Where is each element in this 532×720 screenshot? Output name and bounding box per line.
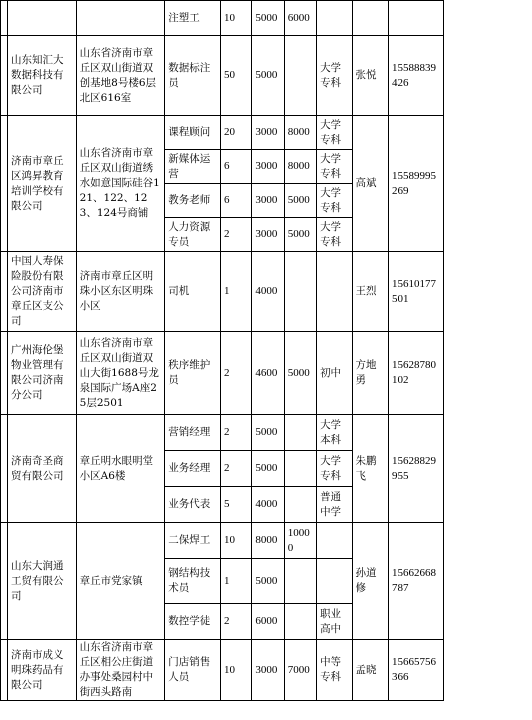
contact-cell <box>352 1 388 36</box>
wage-min-cell: 3000 <box>252 640 284 701</box>
wage-max-cell <box>284 487 316 523</box>
wage-max-cell <box>284 415 316 451</box>
company-cell: 广州海伦堡物业管理有限公司济南分公司 <box>8 332 77 415</box>
education-cell: 大学专科 <box>317 184 352 218</box>
wage-max-cell: 5000 <box>284 332 316 415</box>
education-cell <box>317 523 352 559</box>
wage-min-cell: 8000 <box>252 523 284 559</box>
position-title-cell: 司机 <box>165 252 221 332</box>
position-title-cell: 数据标注员 <box>165 36 221 116</box>
address-cell: 山东省济南市章丘区双山街道双创基地8号楼6层北区616室 <box>76 36 165 116</box>
position-title-cell: 门店销售人员 <box>165 640 221 701</box>
table-row <box>1 332 532 415</box>
headcount-cell: 2 <box>221 218 252 252</box>
wage-min-cell: 5000 <box>252 1 284 36</box>
margin-cell <box>1 116 8 252</box>
wage-min-cell: 6000 <box>252 604 284 640</box>
margin-cell <box>1 640 8 701</box>
education-cell: 大学专科 <box>317 36 352 116</box>
wage-min-cell: 3000 <box>252 218 284 252</box>
company-cell: 山东大润通工贸有限公司 <box>8 523 77 640</box>
company-cell <box>8 1 77 36</box>
phone-cell: 15628829955 <box>388 415 443 523</box>
table-row <box>1 252 532 332</box>
position-title-cell: 业务经理 <box>165 451 221 487</box>
education-cell: 普通中学 <box>317 487 352 523</box>
education-cell: 大学专科 <box>317 150 352 184</box>
company-cell: 山东知汇大数据科技有限公司 <box>8 36 77 116</box>
wage-max-cell <box>284 451 316 487</box>
headcount-cell: 1 <box>221 252 252 332</box>
phone-cell: 15610177501 <box>388 252 443 332</box>
company-cell: 济南奇圣商贸有限公司 <box>8 415 77 523</box>
position-title-cell: 业务代表 <box>165 487 221 523</box>
position-title-cell: 二保焊工 <box>165 523 221 559</box>
wage-max-cell: 7000 <box>284 640 316 701</box>
wage-min-cell: 4600 <box>252 332 284 415</box>
wage-max-cell: 8000 <box>284 116 316 150</box>
address-cell: 山东省济南市章丘区双山街道绣水如意国际硅谷121、122、123、124号商铺 <box>76 116 165 252</box>
wage-max-cell: 5000 <box>284 184 316 218</box>
education-cell: 中等专科 <box>317 640 352 701</box>
wage-min-cell: 3000 <box>252 150 284 184</box>
company-cell: 济南市成义明珠药品有限公司 <box>8 640 77 701</box>
company-cell: 中国人寿保险股份有限公司济南市章丘区支公司 <box>8 252 77 332</box>
headcount-cell: 5 <box>221 487 252 523</box>
address-cell <box>76 1 165 36</box>
wage-max-cell <box>284 559 316 604</box>
headcount-cell: 20 <box>221 116 252 150</box>
table-row <box>1 415 532 451</box>
position-title-cell: 教务老师 <box>165 184 221 218</box>
position-title-cell: 课程顾问 <box>165 116 221 150</box>
phone-cell: 15628780102 <box>388 332 443 415</box>
position-title-cell: 数控学徒 <box>165 604 221 640</box>
education-cell: 大学专科 <box>317 218 352 252</box>
headcount-cell: 50 <box>221 36 252 116</box>
position-title-cell: 营销经理 <box>165 415 221 451</box>
wage-max-cell <box>284 36 316 116</box>
phone-cell: 15662668787 <box>388 523 443 640</box>
wage-max-cell <box>284 252 316 332</box>
table-row <box>1 640 532 701</box>
address-cell: 章丘市党家镇 <box>76 523 165 640</box>
address-cell: 章丘明水眼明堂小区A6楼 <box>76 415 165 523</box>
contact-cell: 孟晓 <box>352 640 388 701</box>
contact-cell: 高斌 <box>352 116 388 252</box>
contact-cell: 孙道修 <box>352 523 388 640</box>
contact-cell: 王烈 <box>352 252 388 332</box>
headcount-cell: 2 <box>221 604 252 640</box>
wage-min-cell: 4000 <box>252 252 284 332</box>
headcount-cell: 10 <box>221 1 252 36</box>
headcount-cell: 6 <box>221 184 252 218</box>
wage-min-cell: 3000 <box>252 116 284 150</box>
margin-cell <box>1 1 8 36</box>
education-cell: 大学专科 <box>317 116 352 150</box>
wage-min-cell: 5000 <box>252 451 284 487</box>
wage-min-cell: 5000 <box>252 36 284 116</box>
margin-cell <box>1 36 8 116</box>
margin-cell <box>1 252 8 332</box>
contact-cell: 方地勇 <box>352 332 388 415</box>
address-cell: 济南市章丘区明珠小区东区明珠小区 <box>76 252 165 332</box>
education-cell: 初中 <box>317 332 352 415</box>
headcount-cell: 1 <box>221 559 252 604</box>
company-cell: 济南市章丘区鸿昇教育培训学校有限公司 <box>8 116 77 252</box>
table-row <box>1 116 532 150</box>
contact-cell: 张悦 <box>352 36 388 116</box>
job-listing-body <box>1 1 532 701</box>
education-cell: 职业高中 <box>317 604 352 640</box>
table-row <box>1 1 532 36</box>
margin-cell <box>1 415 8 523</box>
wage-max-cell: 8000 <box>284 150 316 184</box>
education-cell <box>317 559 352 604</box>
address-cell: 山东省济南市章丘区双山街道双山大街1688号龙泉国际广场A座25层2501 <box>76 332 165 415</box>
wage-min-cell: 5000 <box>252 415 284 451</box>
education-cell <box>317 1 352 36</box>
position-title-cell: 新媒体运营 <box>165 150 221 184</box>
position-title-cell: 注塑工 <box>165 1 221 36</box>
phone-cell: 15589995269 <box>388 116 443 252</box>
wage-max-cell: 10000 <box>284 523 316 559</box>
education-cell <box>317 252 352 332</box>
headcount-cell: 2 <box>221 332 252 415</box>
education-cell: 大学专科 <box>317 451 352 487</box>
contact-cell: 朱鹏飞 <box>352 415 388 523</box>
margin-cell <box>1 523 8 640</box>
table-row <box>1 523 532 559</box>
wage-max-cell: 5000 <box>284 218 316 252</box>
wage-min-cell: 4000 <box>252 487 284 523</box>
address-cell: 山东省济南市章丘区相公庄街道办事处桑园村中街西头路南 <box>76 640 165 701</box>
headcount-cell: 6 <box>221 150 252 184</box>
position-title-cell: 钢结构技术员 <box>165 559 221 604</box>
headcount-cell: 2 <box>221 451 252 487</box>
wage-min-cell: 5000 <box>252 559 284 604</box>
wage-max-cell <box>284 604 316 640</box>
wage-max-cell: 6000 <box>284 1 316 36</box>
phone-cell <box>388 1 443 36</box>
headcount-cell: 10 <box>221 640 252 701</box>
headcount-cell: 10 <box>221 523 252 559</box>
margin-cell <box>1 332 8 415</box>
headcount-cell: 2 <box>221 415 252 451</box>
education-cell: 大学本科 <box>317 415 352 451</box>
phone-cell: 15665756366 <box>388 640 443 701</box>
position-title-cell: 人力资源专员 <box>165 218 221 252</box>
table-row <box>1 36 532 116</box>
wage-min-cell: 3000 <box>252 184 284 218</box>
phone-cell: 15588839426 <box>388 36 443 116</box>
position-title-cell: 秩序维护员 <box>165 332 221 415</box>
